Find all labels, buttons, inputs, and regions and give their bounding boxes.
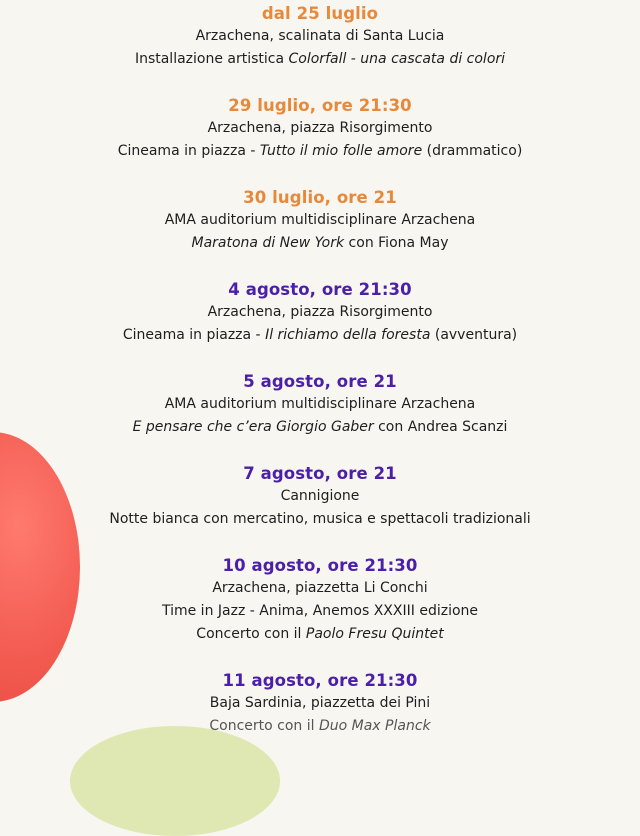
event-detail-line xyxy=(0,715,640,738)
event-text: Concerto con il xyxy=(209,718,319,734)
event-detail-line xyxy=(0,324,640,347)
event-date: 7 agosto, ore 21 xyxy=(243,464,397,483)
event-text: AMA auditorium multidisciplinare Arzachena xyxy=(164,212,476,228)
event-title-text: E pensare che c’era Giorgio Gaber xyxy=(132,419,374,435)
event-title-text: Il richiamo della foresta xyxy=(265,327,431,343)
event-text: Time in Jazz - Anima, Anemos XXXIII edizione xyxy=(161,603,479,619)
event-date: 29 luglio, ore 21:30 xyxy=(228,96,412,115)
event-text: con Fiona May xyxy=(344,235,449,251)
event-date: 10 agosto, ore 21:30 xyxy=(222,556,418,575)
event-text: (drammatico) xyxy=(422,143,523,159)
event-detail-line xyxy=(0,692,640,715)
event-detail-line xyxy=(0,485,640,508)
event-item xyxy=(0,279,640,347)
event-title-text: Maratona di New York xyxy=(191,235,345,251)
event-date: 30 luglio, ore 21 xyxy=(243,188,397,207)
event-item xyxy=(0,555,640,646)
event-text: Cineama in piazza - xyxy=(117,143,260,159)
event-detail-line xyxy=(0,623,640,646)
event-detail-line xyxy=(0,508,640,531)
event-detail-line xyxy=(0,25,640,48)
event-detail-line xyxy=(0,577,640,600)
event-title-text: Paolo Fresu Quintet xyxy=(305,626,444,642)
event-text: Notte bianca con mercatino, musica e spettacoli tradizionali xyxy=(109,511,531,527)
event-text: con Andrea Scanzi xyxy=(373,419,508,435)
event-title-text: Duo Max Planck xyxy=(318,718,431,734)
event-text: Installazione artistica xyxy=(134,51,289,67)
event-date: 4 agosto, ore 21:30 xyxy=(228,280,412,299)
event-detail-line xyxy=(0,301,640,324)
event-detail-line xyxy=(0,140,640,163)
event-item xyxy=(0,95,640,163)
event-date: dal 25 luglio xyxy=(261,4,379,23)
event-text: Arzachena, piazza Risorgimento xyxy=(207,304,433,320)
event-text: Arzachena, scalinata di Santa Lucia xyxy=(195,28,445,44)
event-detail-line xyxy=(0,209,640,232)
event-item xyxy=(0,3,640,71)
event-date: 11 agosto, ore 21:30 xyxy=(222,671,418,690)
event-text: AMA auditorium multidisciplinare Arzachena xyxy=(164,396,476,412)
event-item xyxy=(0,463,640,531)
event-title-text: Tutto il mio folle amore xyxy=(259,143,423,159)
event-text: Arzachena, piazzetta Li Conchi xyxy=(212,580,428,596)
event-text: Arzachena, piazza Risorgimento xyxy=(207,120,433,136)
event-text: Cineama in piazza - xyxy=(122,327,266,343)
event-item xyxy=(0,371,640,439)
event-detail-line xyxy=(0,600,640,623)
event-detail-line xyxy=(0,232,640,255)
event-detail-line xyxy=(0,48,640,71)
event-item xyxy=(0,670,640,738)
event-detail-line xyxy=(0,416,640,439)
event-detail-line xyxy=(0,117,640,140)
event-item xyxy=(0,187,640,255)
event-text: Baja Sardinia, piazzetta dei Pini xyxy=(209,695,431,711)
event-text: Cannigione xyxy=(280,488,360,504)
event-detail-line xyxy=(0,393,640,416)
event-date: 5 agosto, ore 21 xyxy=(243,372,397,391)
event-text: Concerto con il xyxy=(196,626,306,642)
event-text: (avventura) xyxy=(430,327,518,343)
decorative-green-circle xyxy=(70,726,280,836)
event-title-text: Colorfall - una cascata di colori xyxy=(288,51,506,67)
